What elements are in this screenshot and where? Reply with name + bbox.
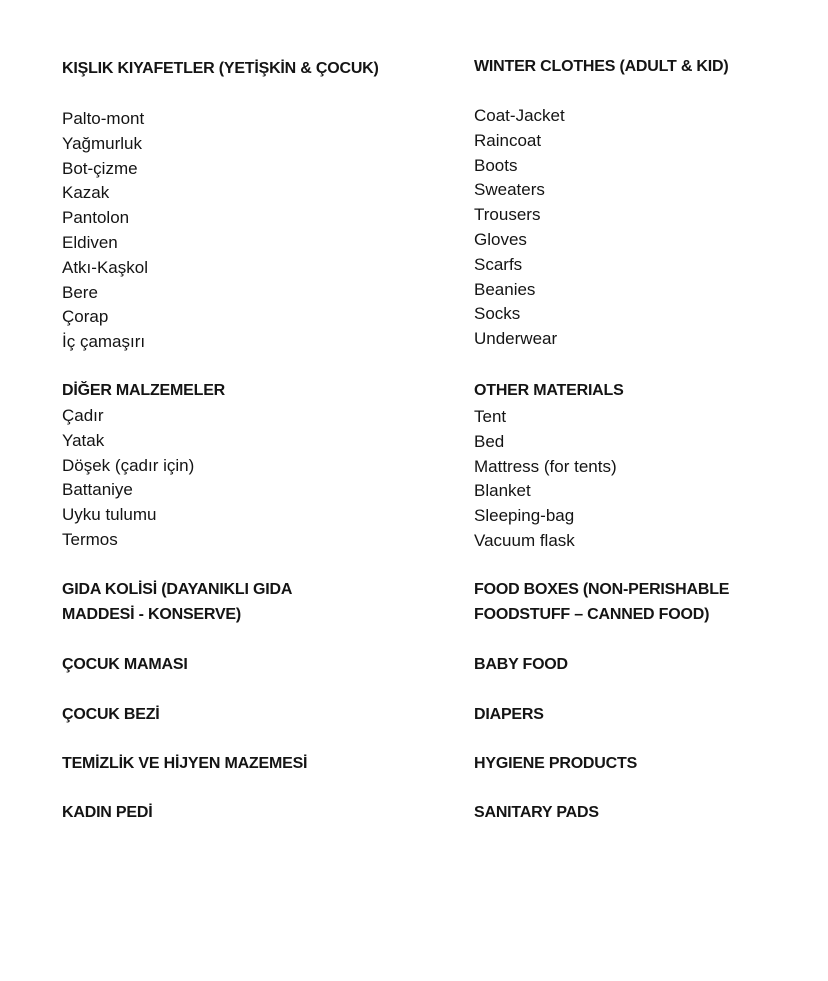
hygiene-section-en [474, 752, 637, 777]
list-item: Sweaters [474, 180, 545, 200]
other-materials-heading-en: OTHER MATERIALS [474, 382, 624, 399]
other-materials-items-en [474, 405, 617, 554]
list-item: Sleeping-bag [474, 506, 575, 526]
diapers-heading-tr: ÇOCUK BEZİ [62, 706, 160, 723]
list-item: Çadır [62, 406, 104, 425]
list-item: Termos [62, 529, 118, 549]
list-item: Trousers [474, 205, 541, 225]
other-materials-items-tr [62, 404, 194, 553]
food-box-heading-line2-en: FOODSTUFF – CANNED FOOD) [474, 605, 710, 623]
list-item: Eldiven [62, 232, 118, 252]
list-item: Yağmurluk [62, 133, 142, 153]
winter-clothes-list-tr [62, 107, 148, 355]
pads-heading-tr: KADIN PEDİ [62, 804, 153, 821]
food-box-section-tr [62, 578, 292, 627]
winter-clothes-items-tr [62, 107, 148, 355]
list-item: İç çamaşırı [62, 332, 146, 352]
list-item: Coat-Jacket [474, 106, 565, 125]
other-materials-list-tr [62, 404, 194, 553]
list-item: Beanies [474, 279, 536, 299]
baby-food-section-en [474, 653, 568, 678]
list-item: Bot-çizme [62, 158, 138, 178]
winter-clothes-section-en [474, 55, 729, 80]
list-item: Tent [474, 407, 507, 426]
baby-food-heading-en: BABY FOOD [474, 656, 568, 673]
hygiene-heading-tr: TEMİZLİK VE HİJYEN MAZEMESİ [62, 755, 308, 772]
list-item: Socks [474, 304, 521, 324]
winter-clothes-items-en [474, 104, 565, 352]
list-item: Scarfs [474, 254, 523, 274]
other-materials-heading-tr: DİĞER MALZEMELER [62, 382, 226, 399]
winter-clothes-heading-en: WINTER CLOTHES (ADULT & KID) [474, 58, 729, 75]
food-box-heading-line1-en: FOOD BOXES (NON-PERISHABLE [474, 581, 730, 598]
other-materials-list-en [474, 405, 617, 554]
diapers-section-tr [62, 703, 160, 728]
food-box-heading-line1-tr: GIDA KOLİSİ (DAYANIKLI GIDA [62, 581, 293, 598]
pads-section-en [474, 801, 599, 826]
list-item: Uyku tulumu [62, 505, 157, 525]
list-item: Pantolon [62, 208, 130, 228]
baby-food-heading-tr: ÇOCUK MAMASI [62, 656, 188, 673]
winter-clothes-list-en [474, 104, 565, 352]
list-item: Bed [474, 431, 505, 451]
baby-food-section-tr [62, 653, 188, 678]
list-item: Gloves [474, 229, 527, 249]
list-item: Vacuum flask [474, 530, 575, 550]
list-item: Atkı-Kaşkol [62, 257, 148, 277]
list-item: Boots [474, 155, 518, 175]
hygiene-heading-en: HYGIENE PRODUCTS [474, 755, 638, 772]
list-item: Blanket [474, 481, 531, 501]
other-materials-section-en [474, 379, 624, 404]
list-item: Palto-mont [62, 109, 145, 128]
winter-clothes-heading-tr: KIŞLIK KIYAFETLER (YETİŞKİN & ÇOCUK) [62, 60, 379, 77]
list-item: Döşek (çadır için) [62, 455, 195, 475]
list-item: Raincoat [474, 130, 542, 150]
diapers-section-en [474, 703, 544, 728]
food-box-section-en [474, 578, 729, 627]
pads-section-tr [62, 801, 152, 826]
hygiene-section-tr [62, 752, 307, 777]
other-materials-section-tr [62, 379, 225, 404]
list-item: Yatak [62, 430, 105, 450]
list-item: Bere [62, 282, 98, 302]
pads-heading-en: SANITARY PADS [474, 804, 599, 821]
list-item: Mattress (for tents) [474, 456, 617, 476]
list-item: Battaniye [62, 480, 133, 500]
list-item: Underwear [474, 329, 558, 349]
winter-clothes-section-tr [62, 57, 379, 82]
food-box-heading-line2-tr: MADDESİ - KONSERVE) [62, 605, 242, 623]
list-item: Çorap [62, 307, 109, 327]
diapers-heading-en: DIAPERS [474, 706, 544, 723]
list-item: Kazak [62, 183, 110, 203]
